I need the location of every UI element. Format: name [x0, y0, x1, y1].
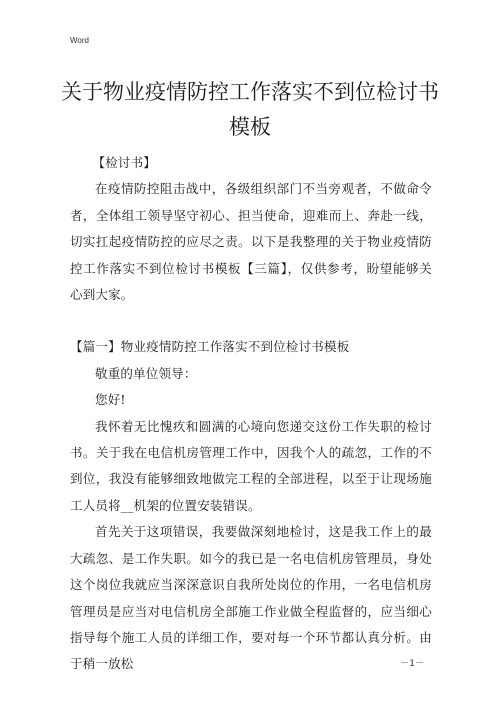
section-tag: 【检讨书】 — [92, 155, 157, 170]
body-paragraph: 首先关于这项错误，我要做深刻地检讨，这是我工作上的最大疏忽、是工作失职。如今的我已是一名电信机房管理员，身处这个岗位我就应当深深意识自我所处岗位的作用，一名电信机房管理员是应当对电信机房全部施工作业做全程监督的，应当细心指导每个施工人员的详细工作，要对每一个环节都认真分析。由于稍一放松 — [70, 524, 432, 672]
paragraph-gap — [70, 308, 432, 334]
section-heading: 【篇一】物业疫情防控工作落实不到位检讨书模板 — [70, 339, 350, 355]
document-title: 关于物业疫情防控工作落实不到位检讨书模板 — [61, 80, 439, 139]
greeting: 您好! — [95, 392, 126, 408]
page-number: －1－ — [400, 659, 424, 669]
salutation: 敬重的单位领导： — [95, 365, 197, 381]
document-body — [70, 150, 432, 678]
app-label: Word — [70, 36, 89, 45]
body-paragraph: 我怀着无比愧疚和圆满的心境向您递交这份工作失职的检讨书。关于我在电信机房管理工作中，因我个人的疏忽，工作的不到位，我没有能够细致地做完工程的全部进程，以至于让现场施工人员将__机架的位置安装错误。 — [70, 418, 432, 513]
intro-paragraph: 在疫情防控阻击战中，各级组织部门不当旁观者，不做命令者，全体组工领导坚守初心、担当使命，迎难而上、奔赴一线，切实扛起疫情防控的应尽之责。以下是我整理的关于物业疫情防控工作落实不到位检讨书模板【三篇】，仅供参考，盼望能够关心到大家。 — [70, 181, 432, 303]
